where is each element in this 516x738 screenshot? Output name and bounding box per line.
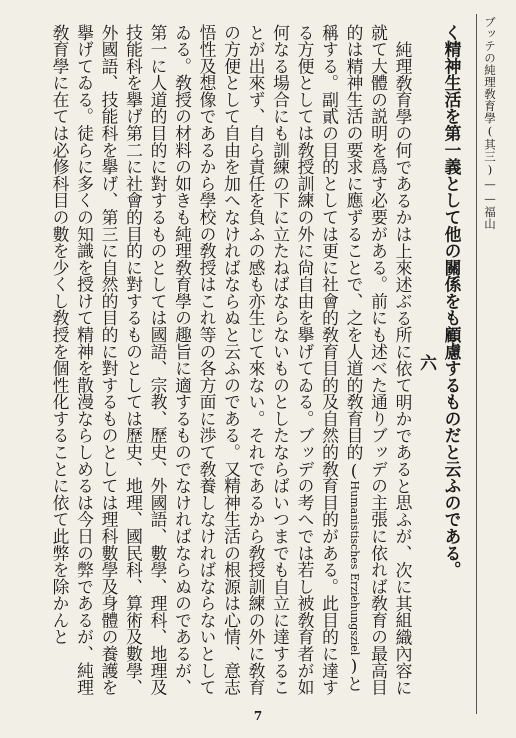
running-header: ブッテの純理敎育學(其三)——福山 <box>483 16 497 230</box>
paragraph-main <box>48 24 416 700</box>
paragraph-main-part1: 純理敎育學の何であるかは上來述ぶる所に依て明かであると思ふが、次に其組織內容に就て大體の説明を爲す必要がある。前にも述べた通りブッデの主張に依れば敎育の最高目的は精神生活の要求に應ずることで、之を人道的敎育目的( <box>344 24 413 696</box>
header-rule <box>476 14 477 714</box>
body-text <box>16 24 464 700</box>
page-number: 7 <box>253 709 263 723</box>
section-heading: 六 <box>417 353 438 371</box>
paragraph-continuation: く精神生活を第一義として他の關係をも顧慮するものだと云ふのである。 <box>442 24 462 579</box>
latin-term: Humanistisches Erziehungsziel <box>348 480 361 656</box>
paragraph-main-part2: )と稱する。副貳の目的としては更に社會的敎育目的及自然的敎育目的がある。此目的に達する方便としては敎授訓練の外に尙自由を擧げてゐる。ブッデの考へでは若し被敎育者が如何なる場合にも訓練の下に立たねばならないものとしたならばいつまでも自立に達することが出來ず、自ら責任を負ふの感も亦生じて來ない。それであるから敎授訓練の外に敎育の方便として自由を加へなければならぬと云ふのである。又精神生活の根源は心情、意志悟性及想像であるから學校の敎授はこれ等の各方面に渉て敎養しなければならないとしてゐる。敎授の材料の如きも純理敎育學の趣旨に適するものでなければならぬのであるが、第一に人道的目的に對するものとしては國語、宗教、歷史、外國語、數學、理科、地理及技能科を擧げ第二に社會的目的に對するものとしては歷史、地理、國民科、算術及數學、外國語、技能科を擧げ、第三に自然的目的に對するものとしては理科數學及身體の養護を擧げてゐる。徒らに多くの知識を授けて精神を散漫ならしめるは今日の弊であるが、純理敎育學に在ては必修科目の數を少くし敎授を個性化することに依て此弊を除かんと <box>50 24 364 696</box>
